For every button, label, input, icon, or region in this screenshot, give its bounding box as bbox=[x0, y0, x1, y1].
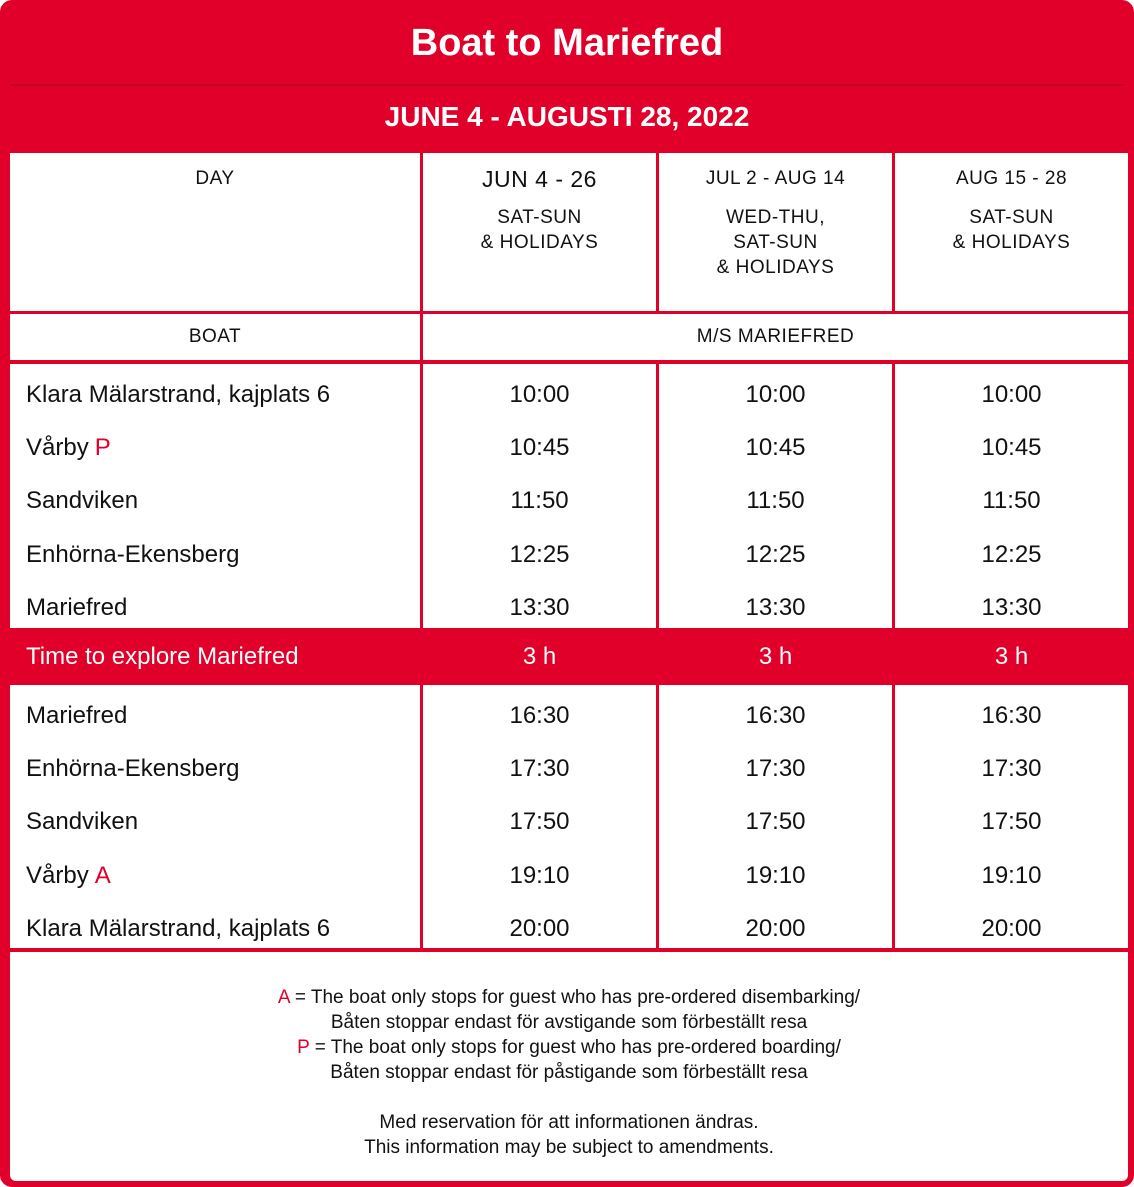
stop-row bbox=[10, 849, 420, 902]
disclaimer-en: This information may be subject to amendments. bbox=[364, 1137, 774, 1158]
boat-name: M/S MARIEFRED bbox=[696, 326, 855, 347]
departure-time: 10:45 bbox=[745, 433, 806, 461]
period-header-2 bbox=[659, 153, 892, 311]
return-times-column-3 bbox=[895, 685, 1128, 948]
return-times-column-2 bbox=[659, 685, 892, 948]
boat-label-cell bbox=[10, 314, 420, 360]
departure-time: 19:10 bbox=[745, 861, 806, 889]
period-days: SAT-SUN & HOLIDAYS bbox=[480, 207, 599, 253]
stop-row bbox=[10, 902, 420, 955]
note-p-sv: Båten stoppar endast för påstigande som förbeställt resa bbox=[330, 1062, 808, 1083]
departure-time: 11:50 bbox=[982, 487, 1041, 515]
stop-name: Vårby bbox=[26, 433, 89, 461]
page-title: Boat to Mariefred bbox=[410, 21, 724, 64]
departure-time: 12:25 bbox=[509, 540, 570, 568]
departure-time: 17:30 bbox=[981, 754, 1042, 782]
departure-time: 16:30 bbox=[981, 701, 1042, 729]
stop-row bbox=[10, 528, 420, 581]
stop-row bbox=[10, 742, 420, 795]
period-header-1 bbox=[423, 153, 656, 311]
stop-row bbox=[10, 368, 420, 421]
stop-name: Mariefred bbox=[26, 593, 128, 621]
period-dates: JUL 2 - AUG 14 bbox=[705, 168, 846, 189]
outbound-stops-column bbox=[10, 364, 420, 628]
period-dates: JUN 4 - 26 bbox=[482, 166, 597, 192]
note-a-text: = The boat only stops for guest who has pre-ordered disembarking/ bbox=[289, 987, 861, 1008]
period-days: WED-THU, SAT-SUN & HOLIDAYS bbox=[716, 207, 835, 278]
explore-duration: 3 h bbox=[522, 643, 557, 670]
departure-time: 10:00 bbox=[509, 380, 570, 408]
note-a-key: A bbox=[277, 987, 290, 1008]
departure-time: 10:45 bbox=[509, 433, 570, 461]
period-dates: AUG 15 - 28 bbox=[955, 168, 1068, 189]
note-p-text: = The boat only stops for guest who has pre-ordered boarding/ bbox=[309, 1037, 841, 1058]
departure-time: 17:50 bbox=[509, 808, 570, 836]
note-p-key: P bbox=[297, 1037, 310, 1058]
stop-name: Enhörna-Ekensberg bbox=[26, 540, 240, 568]
note-a-sv: Båten stoppar endast för avstigande som förbeställt resa bbox=[330, 1012, 808, 1033]
note-a-en bbox=[10, 985, 1128, 1010]
stop-name: Klara Mälarstrand, kajplats 6 bbox=[26, 380, 331, 408]
departure-time: 13:30 bbox=[745, 593, 806, 621]
departure-time: 10:00 bbox=[981, 380, 1042, 408]
explore-label: Time to explore Mariefred bbox=[26, 643, 299, 670]
period-header-3 bbox=[895, 153, 1128, 311]
outbound-times-column-1 bbox=[423, 364, 656, 628]
boarding-marker: P bbox=[94, 433, 111, 461]
boat-name-cell bbox=[423, 314, 1128, 360]
stop-row bbox=[10, 581, 420, 634]
stop-name: Vårby bbox=[26, 861, 89, 889]
stop-name: Enhörna-Ekensberg bbox=[26, 754, 240, 782]
departure-time: 20:00 bbox=[981, 914, 1042, 942]
departure-time: 19:10 bbox=[981, 861, 1042, 889]
departure-time: 13:30 bbox=[509, 593, 570, 621]
stop-row bbox=[10, 796, 420, 849]
return-stops-column bbox=[10, 685, 420, 948]
disembark-marker: A bbox=[94, 861, 111, 889]
stop-row bbox=[10, 689, 420, 742]
departure-time: 19:10 bbox=[509, 861, 570, 889]
departure-time: 17:30 bbox=[509, 754, 570, 782]
departure-time: 13:30 bbox=[981, 593, 1042, 621]
period-days: SAT-SUN & HOLIDAYS bbox=[952, 207, 1071, 253]
stop-row bbox=[10, 475, 420, 528]
departure-time: 10:45 bbox=[981, 433, 1042, 461]
departure-time: 17:50 bbox=[981, 808, 1042, 836]
outbound-times-column-3 bbox=[895, 364, 1128, 628]
day-header bbox=[10, 153, 420, 311]
stop-name: Klara Mälarstrand, kajplats 6 bbox=[26, 914, 331, 942]
boat-label: BOAT bbox=[188, 326, 242, 347]
departure-time: 20:00 bbox=[509, 914, 570, 942]
outbound-times-column-2 bbox=[659, 364, 892, 628]
departure-time: 11:50 bbox=[510, 487, 569, 515]
note-p-en bbox=[10, 1035, 1128, 1060]
stop-name: Mariefred bbox=[26, 701, 128, 729]
departure-time: 17:50 bbox=[745, 808, 806, 836]
departure-time: 11:50 bbox=[746, 487, 805, 515]
departure-time: 16:30 bbox=[509, 701, 570, 729]
stop-row bbox=[10, 421, 420, 474]
footnotes bbox=[10, 952, 1128, 1181]
departure-time: 12:25 bbox=[745, 540, 806, 568]
season-dates: JUNE 4 - AUGUSTI 28, 2022 bbox=[384, 101, 750, 132]
stop-name: Sandviken bbox=[26, 487, 139, 515]
explore-duration: 3 h bbox=[758, 643, 793, 670]
note-spacer bbox=[10, 1085, 1128, 1110]
departure-time: 10:00 bbox=[745, 380, 806, 408]
departure-time: 17:30 bbox=[745, 754, 806, 782]
disclaimer-sv: Med reservation för att informationen ändras. bbox=[379, 1112, 759, 1133]
return-times-column-1 bbox=[423, 685, 656, 948]
explore-duration: 3 h bbox=[994, 643, 1029, 670]
departure-time: 16:30 bbox=[745, 701, 806, 729]
departure-time: 12:25 bbox=[981, 540, 1042, 568]
departure-time: 20:00 bbox=[745, 914, 806, 942]
stop-name: Sandviken bbox=[26, 808, 139, 836]
day-label: DAY bbox=[195, 168, 235, 189]
